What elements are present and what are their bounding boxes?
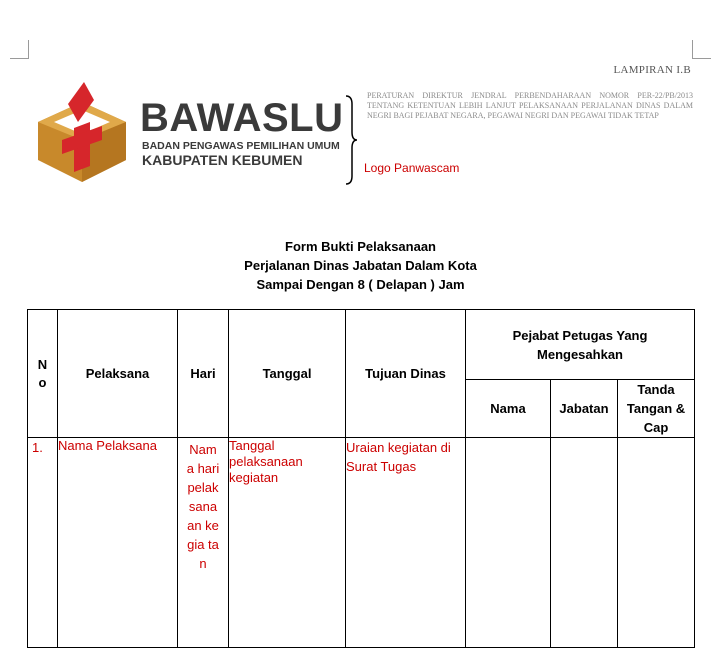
- header-pelaksana: Pelaksana: [58, 310, 178, 438]
- header-no: N o: [28, 310, 58, 438]
- page-corner-mark-top-left: [10, 40, 29, 59]
- form-table: [27, 309, 695, 648]
- cell-jabatan: [551, 438, 618, 648]
- lampiran-label: LAMPIRAN I.B: [613, 64, 691, 76]
- cell-pelaksana: Nama Pelaksana: [58, 438, 178, 648]
- header-nama: Nama: [466, 380, 551, 438]
- bawaslu-ballot-box-icon: [34, 82, 130, 186]
- logo-placeholder-note: Logo Panwascam: [364, 161, 460, 175]
- cell-no: 1.: [28, 438, 58, 648]
- header-hari: Hari: [178, 310, 229, 438]
- logo-region: KABUPATEN KEBUMEN: [142, 152, 303, 168]
- cell-tujuan-dinas: Uraian kegiatan di Surat Tugas: [346, 438, 466, 648]
- header-tanggal: Tanggal: [229, 310, 346, 438]
- form-title-line-3: Sampai Dengan 8 ( Delapan ) Jam: [256, 277, 465, 292]
- cell-hari: Nam a hari pelak sana an kegia tan: [178, 438, 229, 648]
- header-tanda-tangan: Tanda Tangan & Cap: [618, 380, 695, 438]
- logo-subtitle: BADAN PENGAWAS PEMILIHAN UMUM: [142, 140, 340, 152]
- header-tujuan-dinas: Tujuan Dinas: [346, 310, 466, 438]
- form-title-line-2: Perjalanan Dinas Jabatan Dalam Kota: [244, 258, 477, 273]
- cell-tanda-tangan: [618, 438, 695, 648]
- header-jabatan: Jabatan: [551, 380, 618, 438]
- bawaslu-logo: [34, 82, 344, 186]
- logo-wordmark: BAWASLU: [140, 96, 344, 140]
- curly-brace: [344, 94, 358, 186]
- cell-nama: [466, 438, 551, 648]
- regulation-note: PERATURAN DIREKTUR JENDRAL PERBENDAHARAAN NOMOR PER-22/PB/2013 TENTANG KETENTUAN LEBIH LANJUT PELAKSANAAN PERJALANAN DINAS DALAM NEGRI BAGI PEJABAT NEGARA, PEGAWAI NEGRI DAN PEGAWAI TIDAK TETAP: [367, 91, 693, 120]
- page-corner-mark-top-right: [692, 40, 711, 59]
- cell-tanggal: Tanggal pelaksanaan kegiatan: [229, 438, 346, 648]
- header-pejabat: Pejabat Petugas Yang Mengesahkan: [466, 310, 695, 380]
- form-title-line-1: Form Bukti Pelaksanaan: [285, 239, 436, 254]
- table-row: [28, 438, 695, 648]
